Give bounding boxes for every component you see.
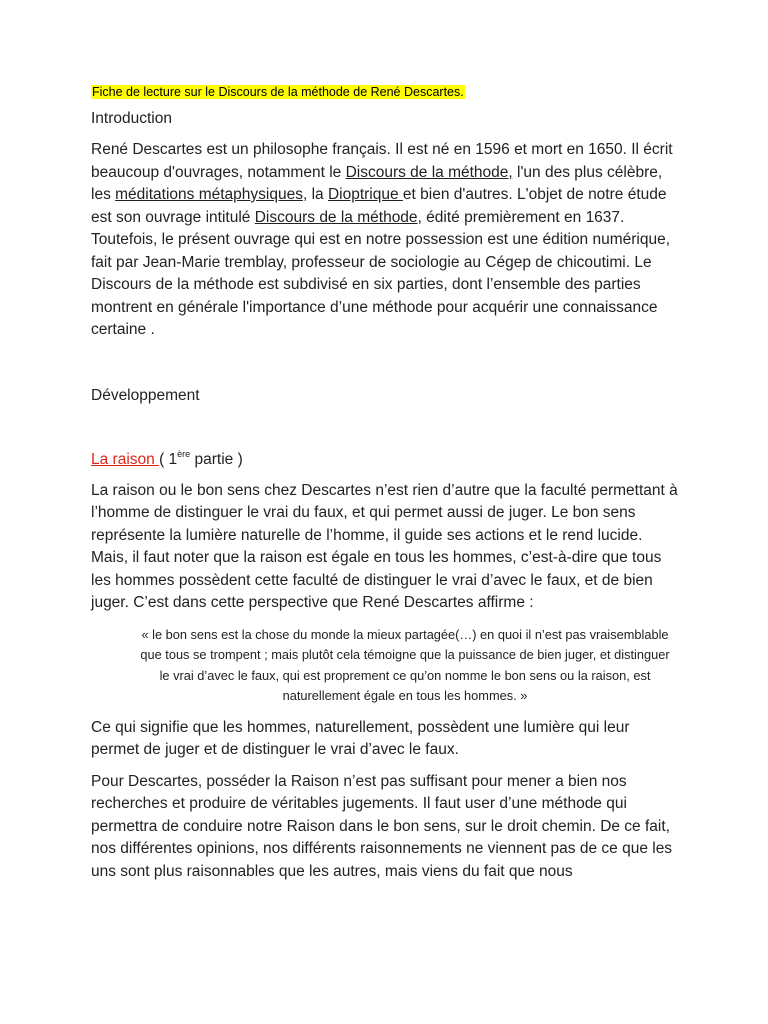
highlighted-title: Fiche de lecture sur le Discours de la méthode de René Descartes. xyxy=(92,85,464,99)
section-part-superscript: ère xyxy=(177,448,191,459)
intro-text-5: , édité premièrement en 1637. Toutefois, le présent ouvrage qui est en notre possession est une édition numérique, fait par Jean-Marie tremblay, professeur de sociologie au Cégep de chicoutimi. Le Discours de la méthode est subdivisé en six parties, dont l’ensemble des parties montrent en générale l'importance d’une méthode pour acquérir une connaissance certaine . xyxy=(91,208,671,338)
work-title-dioptrique: Dioptrique xyxy=(327,186,403,203)
introduction-paragraph xyxy=(91,139,679,342)
work-title-meditations: méditations métaphysiques xyxy=(115,186,303,203)
section-part-close: partie ) xyxy=(190,450,243,468)
section-heading-raison xyxy=(91,449,679,471)
intro-text-3: , la xyxy=(302,186,328,203)
work-title-discours: Discours de la méthode, xyxy=(345,163,513,181)
development-heading: Développement xyxy=(91,386,200,404)
section-title-raison: La raison xyxy=(91,450,160,468)
intro-text-4: et bien d'autres. L'objet de notre étude est son ouvrage intitulé xyxy=(91,186,667,226)
document-title xyxy=(91,84,679,101)
work-title-discours-2: Discours de la méthode xyxy=(254,208,418,226)
signification-paragraph: Ce qui signifie que les hommes, naturellement, possèdent une lumière qui leur permet de juger et de distinguer le vrai d’avec le faux. xyxy=(91,718,630,759)
intro-text-2: l'un des plus célèbre, les xyxy=(91,163,663,203)
introduction-heading: Introduction xyxy=(91,110,172,127)
document-body xyxy=(91,84,679,883)
raison-paragraph: La raison ou le bon sens chez Descartes n’est rien d’autre que la faculté permettant à l’homme de distinguer le vrai du faux, et qui permet aussi de juger. Le bon sens représente la lumière naturelle de l’homme, il guide ses actions et le rend lucide. Mais, il faut noter que la raison est égale en tous les hommes, c’est-à-dire que tous les hommes possèdent cette faculté de distinguer le vrai d’avec le faux, et de bien juger. C’est dans cette perspective que René Descartes affirme : xyxy=(91,481,678,611)
section-part-open: ( 1 xyxy=(159,450,178,468)
methode-paragraph: Pour Descartes, posséder la Raison n’est pas suffisant pour mener a bien nos recherches et produire de véritables jugements. Il faut user d’une méthode qui permettra de conduire notre Raison dans le bon sens, sur le droit chemin. De ce fait, nos différentes opinions, nos différents raisonnements ne viennent pas de ce que les uns sont plus raisonnables que les autres, mais viens du fait que nous xyxy=(91,772,673,880)
intro-text-1: René Descartes est un philosophe français. Il est né en 1596 et mort en 1650. Il écrit beaucoup d'ouvrages, notamment le xyxy=(91,141,673,181)
descartes-quote: « le bon sens est la chose du monde la mieux partagée(…) en quoi il n’est pas vraisemblable que tous se trompent ; mais plutôt cela témoigne que la puissance de bien juger, et distinguer le vrai d’avec le faux, qui est proprement ce qu’on nomme le bon sens ou la raison, est naturellement égale en tous les hommes. » xyxy=(140,626,670,704)
